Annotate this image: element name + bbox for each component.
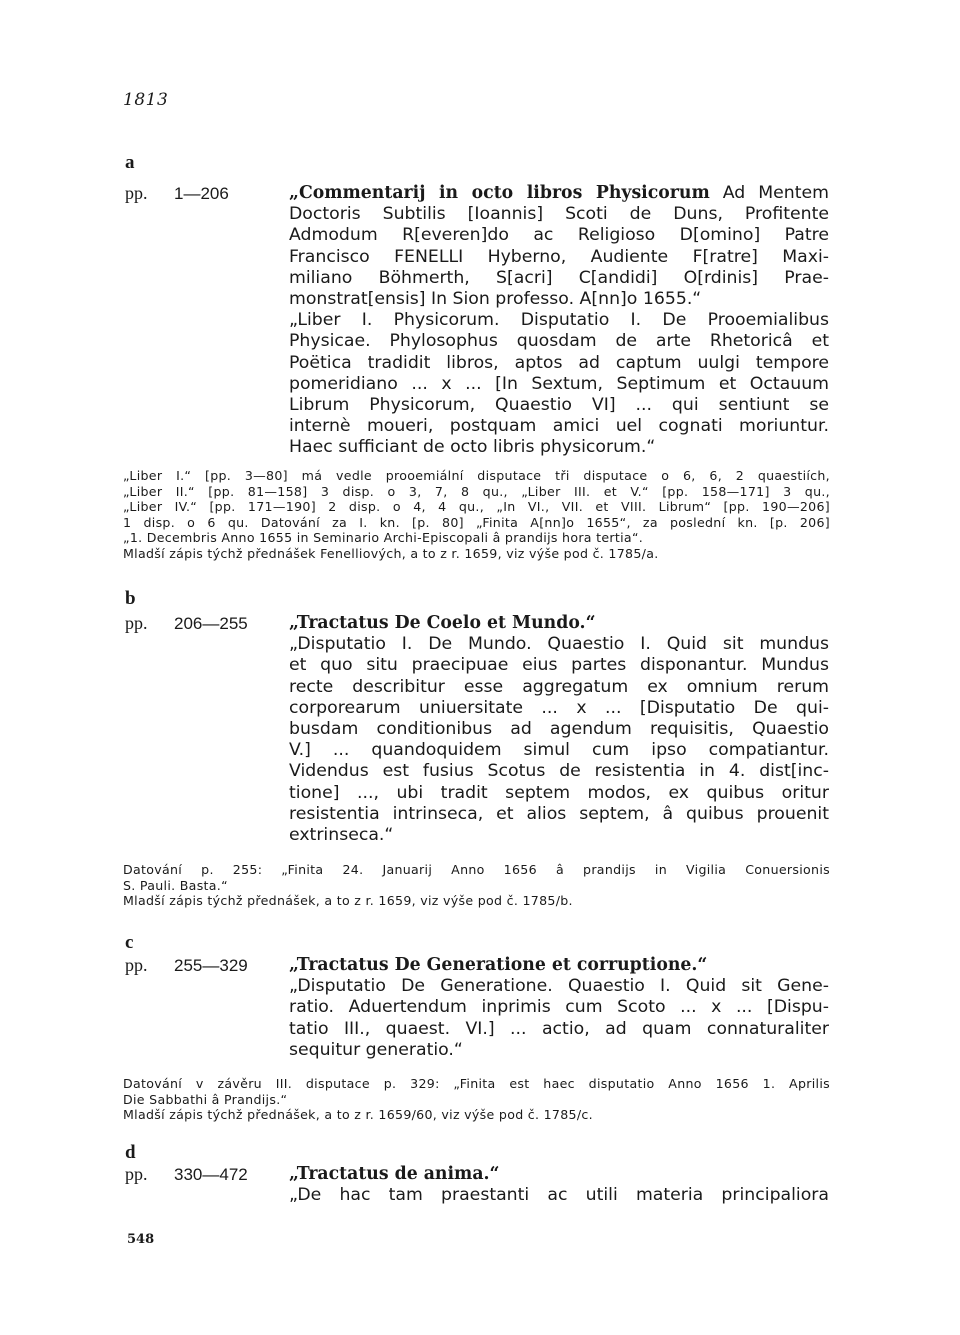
item-pages-d	[125, 1164, 248, 1185]
note-line: Mladší zápis týchž přednášek, a to z r. 1659/60, viz výše pod č. 1785/c.	[123, 1107, 593, 1123]
text-line: miliano Böhmerth, S[acri] C[andidi] O[rdinis] Prae-	[289, 267, 829, 288]
text-line: V.] ... quandoquidem simul cum ipso compatiantur.	[289, 740, 829, 761]
item-text-b	[289, 613, 829, 846]
item-note-c	[123, 1076, 830, 1123]
text-line: „Commentarij in octo libros Physicorum Ad Mentem	[289, 183, 829, 203]
pp-label: pp.	[125, 955, 148, 975]
text-line: tione] ..., ubi tradit septem modos, ex quibus oritur	[289, 782, 829, 803]
text-line: busdam conditionibus ad agendum requisitis, Quaestio	[289, 719, 829, 740]
item-letter-d: d	[125, 1142, 136, 1163]
text-line: Videndus est fusius Scotus de resistentia in 4. dist[inc-	[289, 761, 829, 782]
page-number: 548	[127, 1232, 155, 1247]
text-line: „Tractatus de anima.“	[289, 1164, 500, 1184]
text-line: recte describitur esse aggregatum ex omnium rerum	[289, 676, 829, 697]
note-line: „Liber IV.“ [pp. 171—190] 2 disp. o 4, 4 qu., „In VI., VII. et VIII. Librum“ [pp. 190—206]	[123, 499, 830, 515]
note-line: „1. Decembris Anno 1655 in Seminario Archi-Episcopali â prandijs hora tertia“.	[123, 530, 644, 546]
pp-label: pp.	[125, 613, 148, 633]
item-note-b	[123, 862, 830, 909]
page-range: 330—472	[174, 1165, 248, 1184]
text-line: „Liber I. Physicorum. Disputatio I. De Prooemialibus	[289, 310, 829, 331]
text-line: et quo situ praecipuae eius partes disponantur. Mundus	[289, 655, 829, 676]
text-line: pomeridiano ... x ... [In Sextum, Septimum et Octauum	[289, 373, 829, 394]
text-line: „Disputatio De Generatione. Quaestio I. Quid sit Gene-	[289, 976, 829, 997]
item-text-c	[289, 955, 829, 1061]
text-line: ratio. Aduertendum inprimis cum Scoto ... x ... [Dispu-	[289, 997, 829, 1018]
page-range: 206—255	[174, 614, 248, 633]
note-line: Datování v závěru III. disputace p. 329: „Finita est haec disputatio Anno 1656 1. Aprilis	[123, 1076, 830, 1091]
pp-label: pp.	[125, 1164, 148, 1184]
note-line: Datování p. 255: „Finita 24. Januarij Anno 1656 â prandijs in Vigilia Conuersionis	[123, 862, 830, 877]
item-letter-a: a	[125, 152, 135, 173]
text-line: Haec sufficiant de octo libris physicorum.“	[289, 437, 656, 458]
note-line: „Liber I.“ [pp. 3—80] má vedle prooemiální disputace tři disputace o 6, 6, 2 quaestiích,	[123, 468, 830, 483]
text-line: tatio III., quaest. VI.] ... actio, ad quam connaturaliter	[289, 1018, 829, 1039]
item-text-a	[289, 183, 829, 459]
item-pages-b	[125, 613, 248, 634]
text-line: „Disputatio I. De Mundo. Quaestio I. Quid sit mundus	[289, 634, 829, 655]
note-line: „Liber II.“ [pp. 81—158] 3 disp. o 3, 7, 8 qu., „Liber III. et V.“ [pp. 158—171] 3 qu.,	[123, 483, 830, 499]
text-line: Librum Physicorum, Quaestio VI] ... qui sentiunt se	[289, 395, 829, 416]
pp-label: pp.	[125, 183, 148, 203]
item-letter-b: b	[125, 588, 136, 609]
text-line: resistentia intrinseca, et alios septem, â quibus prouenit	[289, 803, 829, 824]
note-line: 1 disp. o 6 qu. Datování za I. kn. [p. 80] „Finita A[nn]o 1655“, za poslední kn. [p. 206]	[123, 514, 830, 530]
text-line: sequitur generatio.“	[289, 1039, 463, 1060]
text-line: extrinseca.“	[289, 825, 394, 846]
note-line: Mladší zápis týchž přednášek Fenelliových, a to z r. 1659, viz výše pod č. 1785/a.	[123, 545, 659, 561]
note-line: Die Sabbathi â Prandijs.“	[123, 1091, 288, 1107]
text-line: Physicae. Phylosophus quosdam de arte Rhetoricâ et	[289, 331, 829, 352]
item-pages-a	[125, 183, 229, 204]
note-line: Mladší zápis týchž přednášek, a to z r. 1659, viz výše pod č. 1785/b.	[123, 893, 573, 909]
item-note-a	[123, 468, 830, 562]
item-text-d	[289, 1164, 829, 1206]
text-line: Francisco FENELLI Hyberno, Audiente F[ratre] Maxi-	[289, 246, 829, 267]
page-range: 1—206	[174, 184, 229, 203]
catalog-number: 1813	[123, 90, 169, 110]
text-line: „Tractatus De Coelo et Mundo.“	[289, 613, 596, 633]
page-range: 255—329	[174, 956, 248, 975]
item-letter-c: c	[125, 932, 134, 953]
note-line: S. Pauli. Basta.“	[123, 877, 228, 893]
text-line: internè moueri, postquam amici uel cognati moriuntur.	[289, 416, 829, 437]
text-line: Doctoris Subtilis [Ioannis] Scoti de Duns, Profitente	[289, 204, 829, 225]
text-line: „Tractatus De Generatione et corruptione.“	[289, 955, 708, 975]
text-line: monstrat[ensis] In Sion professo. A[nn]o 1655.“	[289, 289, 702, 310]
text-line: Poëtica tradidit libros, aptos ad captum uulgi tempore	[289, 352, 829, 373]
text-line: corporearum uniuersitate ... x ... [Disputatio De qui-	[289, 697, 829, 718]
text-line: „De hac tam praestanti ac utili materia principaliora	[289, 1185, 829, 1206]
text-line: Admodum R[everen]do ac Religioso D[omino] Patre	[289, 225, 829, 246]
item-pages-c	[125, 955, 248, 976]
